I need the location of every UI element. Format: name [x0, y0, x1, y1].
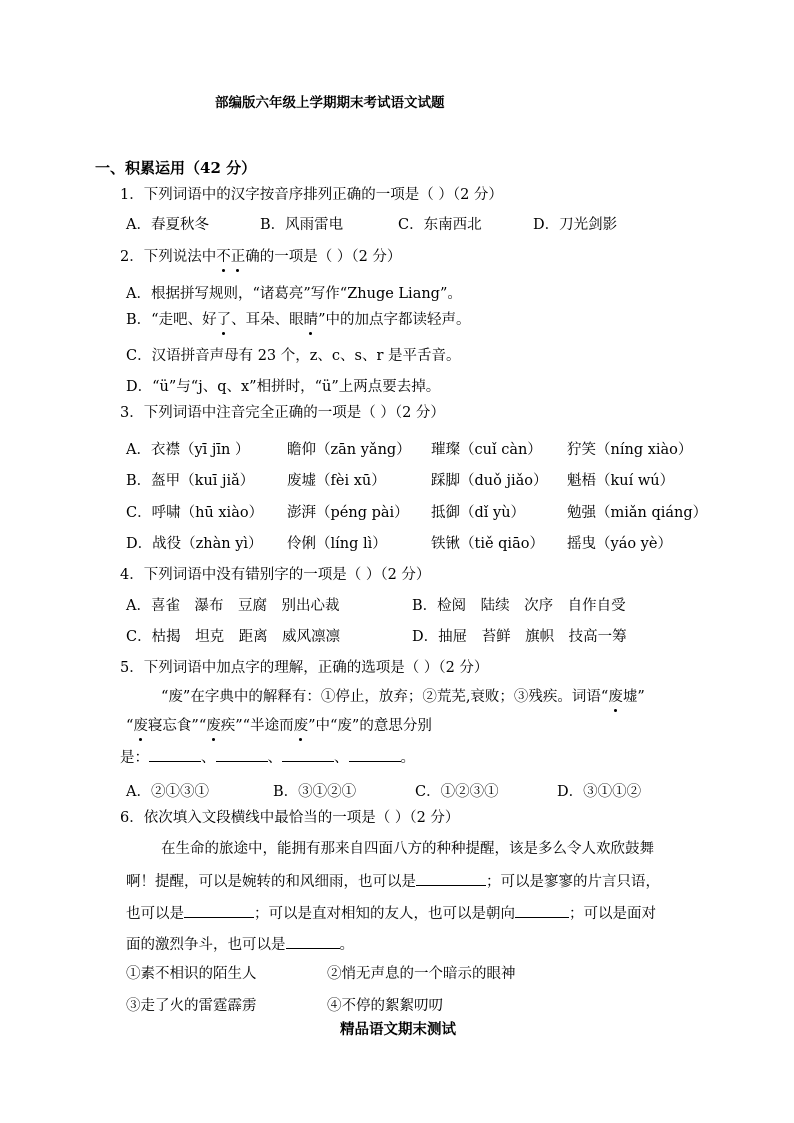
emphasis-dot-char: 废 [133, 718, 148, 734]
q3-d-1: D．战役（zhàn yì） [126, 536, 263, 552]
q3-c-2: 澎湃（péng pài） [287, 505, 409, 521]
q3-c-1: C．呼啸（hū xiào） [126, 505, 264, 521]
q6-option-1: ①素不相识的陌生人 [126, 966, 257, 982]
q2-option-a: A．根据拼写规则，“诸葛亮”写作“Zhuge Liang”。 [126, 286, 462, 302]
answer-blank[interactable] [216, 746, 268, 762]
q3-a-4: 狞笑（níng xiào） [567, 442, 693, 458]
q3-b-2: 废墟（fèi xū） [287, 473, 386, 489]
q2-stem: 2．下列说法中不正确的一项是（ ）（2 分） [120, 249, 402, 265]
q5-option-d: D．③①①② [557, 784, 642, 800]
q5-option-b: B．③①②① [273, 784, 357, 800]
q4-option-c: C．枯揭 坦克 距离 威风凛凛 [126, 629, 341, 645]
q4-option-b: B．检阅 陆续 次序 自作自受 [412, 598, 626, 614]
q4-option-a: A．喜雀 瀑布 豆腐 别出心裁 [126, 598, 340, 614]
q6-passage-line2: 啊！提醒，可以是婉转的和风细雨，也可以是 ；可以是寥寥的片言只语， [126, 870, 660, 892]
emphasis-dot-char: 正 [230, 249, 246, 265]
q3-a-1: A．衣襟（yī jīn ） [126, 442, 250, 458]
answer-blank[interactable] [349, 746, 401, 762]
answer-blank[interactable] [149, 746, 201, 762]
q6-passage-line4: 面的激烈争斗，也可以是 。 [126, 933, 354, 955]
q1-stem: 1．下列词语中的汉字按音序排列正确的一项是（ ）（2 分） [120, 187, 503, 203]
q3-a-3: 璀璨（cuǐ càn） [431, 442, 542, 458]
answer-blank[interactable] [282, 746, 334, 762]
q5-stem: 5．下列词语中加点字的理解，正确的选项是（ ）（2 分） [120, 660, 489, 676]
q6-option-2: ②悄无声息的一个暗示的眼神 [327, 966, 516, 982]
q3-b-1: B．盔甲（kuī jiǎ） [126, 473, 255, 489]
page-title: 部编版六年级上学期期末考试语文试题 [215, 95, 445, 111]
fill-blank[interactable] [184, 902, 254, 918]
q2-option-d: D．“ü”与“j、q、x”相拼时，“ü”上两点要去掉。 [126, 379, 441, 395]
q6-passage-line3: 也可以是 ；可以是直对相知的友人，也可以是朝向 ；可以是面对 [126, 902, 656, 924]
q4-stem: 4．下列词语中没有错别字的一项是（ ）（2 分） [120, 567, 431, 583]
section-heading: 一、积累运用（42 分） [95, 159, 257, 177]
emphasis-dot-char: 废 [206, 718, 221, 734]
q3-a-2: 瞻仰（zān yǎng） [287, 442, 411, 458]
emphasis-dot-char: 睛 [303, 312, 319, 328]
q5-paragraph-line2: “废寝忘食”“废疾”“半途而废”中“废”的意思分别 [126, 718, 432, 734]
emphasis-dot-char: 了 [216, 312, 232, 328]
q1-option-a: A．春夏秋冬 [126, 217, 209, 233]
q2-option-c: C．汉语拼音声母有 23 个，z、c、s、r 是平舌音。 [126, 348, 461, 364]
q6-option-3: ③走了火的雷霆霹雳 [126, 998, 257, 1014]
q3-d-3: 铁锹（tiě qiāo） [431, 536, 544, 552]
q5-paragraph-line1: “废”在字典中的解释有：①停止，放弃；②荒芜,衰败；③残疾。词语“废墟” [161, 689, 645, 705]
emphasis-dot-char: 不 [216, 249, 231, 265]
q4-option-d: D．抽屉 苔鲜 旗帜 技高一筹 [412, 629, 627, 645]
q5-option-a: A．②①③① [126, 784, 209, 800]
fill-blank[interactable] [286, 933, 340, 949]
q6-option-4: ④不停的絮絮叨叨 [327, 998, 443, 1014]
q2-option-b: B．“走吧、好了、耳朵、眼睛”中的加点字都读轻声。 [126, 312, 471, 328]
q1-option-b: B．风雨雷电 [260, 217, 344, 233]
fill-blank[interactable] [515, 902, 569, 918]
page-footer: 精品语文期末测试 [340, 1021, 456, 1038]
fill-blank[interactable] [416, 870, 486, 886]
q1-option-d: D．刀光剑影 [533, 217, 618, 233]
q3-d-2: 伶俐（líng lì） [287, 536, 387, 552]
q3-c-4: 勉强（miǎn qiáng） [567, 505, 708, 521]
q3-d-4: 摇曳（yáo yè） [567, 536, 672, 552]
q3-c-3: 抵御（dǐ yù） [431, 505, 526, 521]
q3-b-3: 踩脚（duǒ jiǎo） [431, 473, 548, 489]
emphasis-dot-char: 废 [293, 718, 309, 734]
q6-passage-line1: 在生命的旅途中，能拥有那来自四面八方的种种提醒，该是多么令人欢欣鼓舞 [161, 841, 654, 857]
q3-stem: 3．下列词语中注音完全正确的一项是（ ）（2 分） [120, 405, 445, 421]
q6-stem: 6．依次填入文段横线中最恰当的一项是（ ）（2 分） [120, 810, 460, 826]
q5-answer-line: 是： 、 、 、 。 [120, 746, 415, 768]
q1-option-c: C．东南西北 [398, 217, 482, 233]
q3-b-4: 魁梧（kuí wú） [567, 473, 675, 489]
q5-option-c: C．①②③① [415, 784, 499, 800]
emphasis-dot-char: 废 [608, 689, 623, 705]
